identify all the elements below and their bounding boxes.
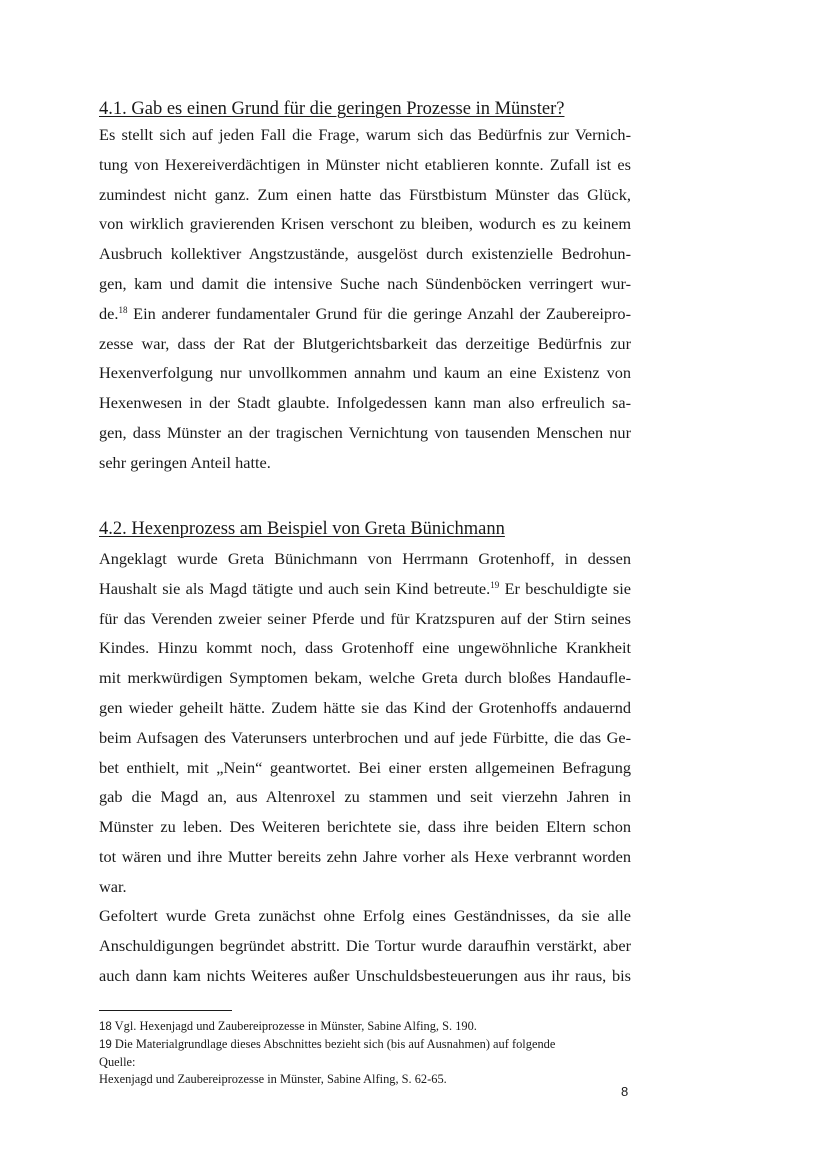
text-line: Ausbruch kollektiver Angstzustände, ausgelöst durch existenzielle Bedrohun- bbox=[99, 244, 631, 264]
text-line: war. bbox=[99, 876, 127, 896]
text-line: gen wieder geheilt hätte. Zudem hätte sie das Kind der Grotenhoffs andauernd bbox=[99, 697, 631, 717]
paragraph-4-1 bbox=[99, 120, 631, 478]
text-line: auch dann kam nichts Weiteres außer Unschuldsbesteuerungen aus ihr raus, bis bbox=[99, 965, 631, 985]
text-line: Kindes. Hinzu kommt noch, dass Grotenhoff eine ungewöhnliche Krankheit bbox=[99, 638, 631, 658]
text-line: Hexenverfolgung nur unvollkommen annahm und kaum an eine Existenz von bbox=[99, 363, 631, 383]
text-line: Gefoltert wurde Greta zunächst ohne Erfolg eines Geständnisses, da sie alle bbox=[99, 906, 631, 925]
text-line: gab die Magd an, aus Altenroxel zu stammen und seit vierzehn Jahren in bbox=[99, 787, 631, 807]
footnote-number: 18 bbox=[99, 1021, 112, 1033]
paragraph-4-2 bbox=[99, 544, 631, 902]
text-line: gen, kam und damit die intensive Suche nach Sündenböcken verringert wur- bbox=[99, 273, 631, 293]
footnote-19 bbox=[99, 1036, 639, 1054]
text-line: mit merkwürdigen Symptomen bekam, welche Greta durch bloßes Handaufle- bbox=[99, 668, 631, 688]
text-line: bet enthielt, mit „Nein“ geantwortet. Bei einer ersten allgemeinen Befragung bbox=[99, 757, 631, 777]
footnote-number: 19 bbox=[99, 1039, 112, 1051]
text-line: von wirklich gravierenden Krisen verschont zu bleiben, wodurch es zu keinem bbox=[99, 214, 631, 234]
footnote-reference-19[interactable]: 19 bbox=[490, 579, 500, 590]
paragraph-torture bbox=[99, 901, 631, 990]
footnote-reference-18[interactable]: 18 bbox=[118, 304, 128, 315]
footnote-text: Die Materialgrundlage dieses Abschnittes bezieht sich (bis auf Ausnahmen) auf folgende bbox=[114, 1037, 556, 1051]
text-line: gen, dass Münster an der tragischen Vernichtung von tausenden Menschen nur bbox=[99, 422, 631, 442]
text-line: Hexenwesen in der Stadt glaubte. Infolgedessen kann man also erfreulich sa- bbox=[99, 393, 631, 413]
text-line-with-footnote bbox=[99, 574, 631, 604]
text-line: zesse war, dass der Rat der Blutgerichtsbarkeit das derzeitige Bedürfnis zur bbox=[99, 333, 631, 353]
text-line-with-footnote bbox=[99, 299, 631, 329]
footnote-19-continuation: Quelle: bbox=[99, 1055, 136, 1069]
text-line: tung von Hexereiverdächtigen in Münster nicht etablieren konnte. Zufall ist es bbox=[99, 154, 631, 174]
text-fragment: de. bbox=[99, 303, 119, 323]
text-fragment: Ein anderer fundamentaler Grund für die geringe Anzahl der Zaubereipro- bbox=[133, 303, 631, 323]
footnote-separator bbox=[99, 1010, 232, 1011]
footnote-18 bbox=[99, 1018, 639, 1036]
text-fragment: Er beschuldigte sie bbox=[504, 578, 631, 598]
footnote-text: Vgl. Hexenjagd und Zaubereiprozesse in Münster, Sabine Alfing, S. 190. bbox=[114, 1019, 477, 1033]
text-line: sehr geringen Anteil hatte. bbox=[99, 452, 271, 472]
text-line: Angeklagt wurde Greta Bünichmann von Herrmann Grotenhoff, in dessen bbox=[99, 549, 631, 568]
page-number: 8 bbox=[621, 1084, 629, 1099]
text-line: beim Aufsagen des Vaterunsers unterbrochen und auf jede Fürbitte, die das Ge- bbox=[99, 727, 631, 747]
footnotes bbox=[99, 1018, 639, 1088]
text-line: Es stellt sich auf jeden Fall die Frage, warum sich das Bedürfnis zur Vernich- bbox=[99, 125, 631, 144]
text-line: Anschuldigungen begründet abstritt. Die Tortur wurde daraufhin verstärkt, aber bbox=[99, 935, 631, 955]
text-line: Münster zu leben. Des Weiteren berichtete sie, dass ihre beiden Eltern schon bbox=[99, 817, 631, 837]
section-heading-4-2: 4.2. Hexenprozess am Beispiel von Greta Bünichmann bbox=[99, 519, 505, 539]
text-line: für das Verenden zweier seiner Pferde und für Kratzspuren auf der Stirn seines bbox=[99, 608, 631, 628]
text-line: zumindest nicht ganz. Zum einen hatte das Fürstbistum Münster das Glück, bbox=[99, 184, 631, 204]
text-line: tot wären und ihre Mutter bereits zehn Jahre vorher als Hexe verbrannt worden bbox=[99, 846, 631, 866]
footnote-19-source: Hexenjagd und Zaubereiprozesse in Münster, Sabine Alfing, S. 62-65. bbox=[99, 1072, 447, 1086]
text-fragment: Haushalt sie als Magd tätigte und auch sein Kind betreute. bbox=[99, 578, 491, 598]
section-heading-4-1: 4.1. Gab es einen Grund für die geringen Prozesse in Münster? bbox=[99, 99, 565, 119]
